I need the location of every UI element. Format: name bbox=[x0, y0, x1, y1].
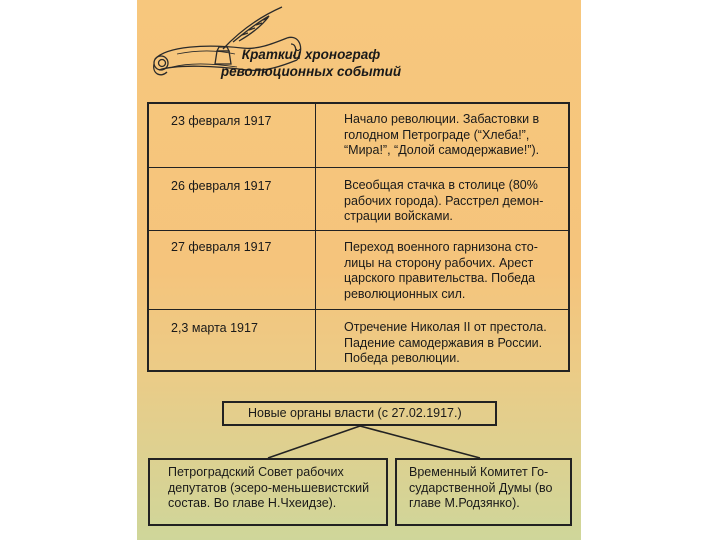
event-line: царского правительства. Победа bbox=[344, 271, 536, 285]
box-line: главе М.Родзянко). bbox=[409, 496, 520, 510]
event-line: Всеобщая стачка в столице (80% bbox=[344, 178, 538, 192]
event-line: Переход военного гарнизона сто- bbox=[344, 240, 538, 254]
event-line: Начало революции. Забастовки в bbox=[344, 112, 540, 126]
event-date: 27 февраля 1917 bbox=[171, 240, 272, 254]
box-line: депутатов (эсеро-меньшевистский bbox=[168, 480, 370, 495]
box-line: состав. Во главе Н.Чхеидзе). bbox=[168, 496, 337, 510]
event-line: Падение самодержавия в России. bbox=[344, 335, 543, 350]
event-line: Отречение Николая II от престола. bbox=[344, 320, 547, 334]
box-line: сударственной Думы (во bbox=[409, 480, 553, 495]
box-line: Временный Комитет Го- bbox=[409, 465, 549, 479]
box-line: Петроградский Совет рабочих bbox=[168, 465, 344, 479]
event-line: лицы на сторону рабочих. Арест bbox=[344, 255, 534, 270]
event-line: революционных сил. bbox=[344, 286, 466, 301]
event-date: 2,3 марта 1917 bbox=[171, 321, 258, 335]
connector-left bbox=[268, 426, 360, 458]
event-line: Победа революции. bbox=[344, 351, 460, 365]
event-line: страции войсками. bbox=[344, 209, 453, 223]
provisional-committee-box bbox=[395, 458, 572, 526]
title-line-2: революционных событий bbox=[220, 64, 402, 79]
petrograd-soviet-box bbox=[148, 458, 388, 526]
connector-right bbox=[360, 426, 480, 458]
event-date: 23 февраля 1917 bbox=[171, 114, 272, 128]
title-line-1: Краткий хронограф bbox=[241, 47, 381, 62]
event-line: “Мира!”, “Долой самодержавие!”). bbox=[344, 143, 540, 157]
new-authorities-box: Новые органы власти (с 27.02.1917.) bbox=[222, 401, 497, 426]
event-line: рабочих города). Расстрел демон- bbox=[344, 193, 544, 208]
event-date: 26 февраля 1917 bbox=[171, 179, 272, 193]
event-line: голодном Петрограде (“Хлеба!”, bbox=[344, 127, 530, 142]
